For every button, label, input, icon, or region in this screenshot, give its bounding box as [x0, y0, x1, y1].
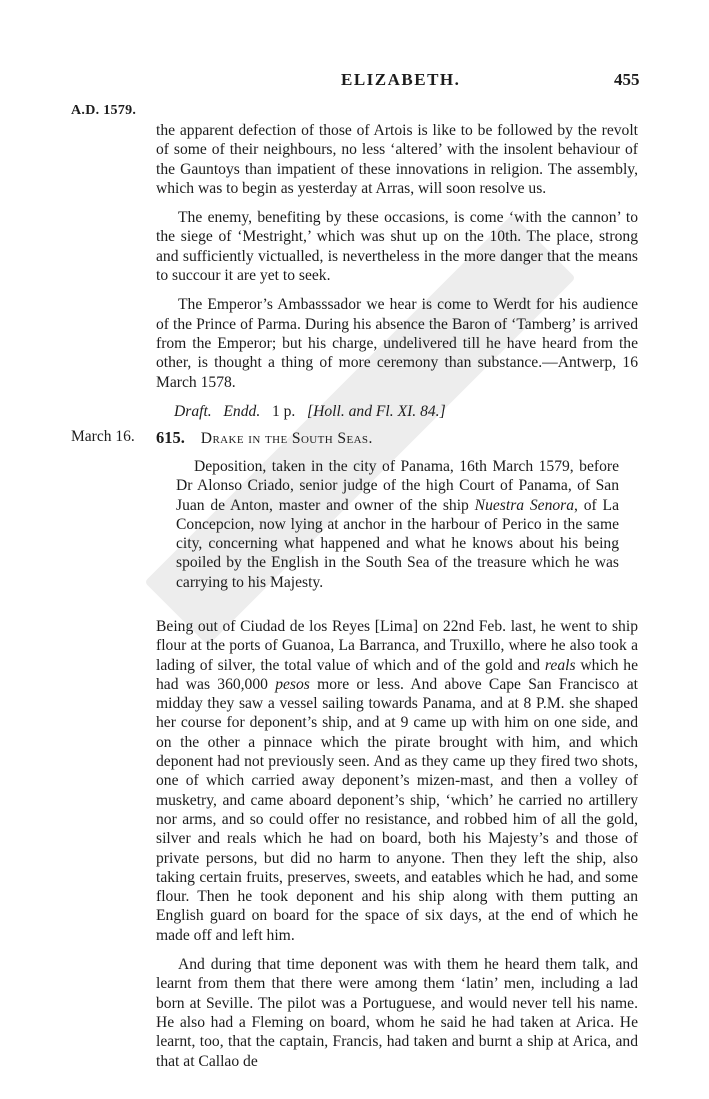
- ship-name: Nuestra Senora: [474, 496, 575, 514]
- deposition-paragraph: [176, 457, 619, 592]
- deposition-body: [156, 617, 638, 1071]
- entry-date: March 16.: [71, 428, 135, 445]
- source-citation: [156, 402, 638, 421]
- page-number: 455: [614, 70, 640, 89]
- body-paragraph: [156, 617, 638, 945]
- italic-term: pesos: [275, 675, 310, 693]
- citation-pages: 1 p.: [271, 402, 296, 420]
- letter-paragraph: The enemy, benefiting by these occasions, is come ‘with the cannon’ to the siege of ‘Mestright,’ which was shut up on the 10th. The place, strong and sufficiently victualled, is nevertheless in the more danger that the means to succour it are yet to seek.: [156, 209, 638, 285]
- letter-paragraph: the apparent defection of those of Artois is like to be followed by the revolt of some of their neighbours, no less ‘altered’ with the insolent behaviour of the Gauntoys than impatient of these innovations in religion. The assembly, which was to begin as yesterday at Arras, will soon resolve us.: [156, 122, 638, 197]
- letter-continuation: [156, 121, 638, 421]
- letter-paragraph: The Emperor’s Ambasssador we hear is come to Werdt for his audience of the Prince of Parma. During his absence the Baron of ‘Tamberg’ is arrived from the Emperor; but his charge, undelivered till he have heard from the other, is thought a thing of more ceremony than substance.—Antwerp, 16 March 1578.: [156, 296, 638, 391]
- citation-reference: [Holl. and Fl. XI. 84.]: [307, 402, 446, 420]
- body-text: Being out of Ciudad de los Reyes [Lima] on 22nd Feb. last, he went to ship flour at the ports of Guanoa, La Barranca, and Truxillo, where he also took a lading of silver, the total value of which and of the gold and: [156, 618, 638, 674]
- body-text: which he had was 360,000: [156, 656, 638, 693]
- italic-term: reals: [544, 656, 576, 674]
- deposition-text: , of La Concepcion, now lying at anchor in the harbour of Perico in the same city, concerning what happened and what he knows about his being spoiled by the English in the South Sea of the treasure which he was carrying to his Majesty.: [176, 496, 619, 591]
- margin-year: A.D. 1579.: [71, 103, 137, 118]
- entry-heading: [156, 428, 373, 448]
- body-text: more or less. And above Cape San Francisco at midday they saw a vessel sailing towards Panama, and at 8 P.M. she shaped her course for deponent’s ship, and at 9 came up with him on one side, and on the other a pinnace which the pirate brought with him, and which deponent had not previously seen. And as they came up they fired two shots, one of which carried away deponent’s mizen-mast, and then a volley of musketry, and came aboard deponent’s ship, ‘which’ he carried no artillery nor arms, and so could offer no resistance, and robbed him of all the gold, silver and reals which he had on board, both his Majesty’s and those of private persons, but did no harm to anyone. Then they left the ship, also taking certain fruits, preserves, sweets, and eatables which he had, and some flour. Then he took deponent and his ship along with them putting an English guard on board for the space of six days, at the end of which he made off and left him.: [156, 675, 638, 944]
- running-header-title: ELIZABETH.: [341, 70, 461, 89]
- citation-type: Draft.: [174, 402, 212, 420]
- body-paragraph: And during that time deponent was with them he heard them talk, and learnt from them that there were among them ‘latin’ men, including a lad born at Seville. The pilot was a Portuguese, and would never tell his name. He also had a Fleming on board, whom he said he had taken at Arica. He learnt, too, that the captain, Francis, had taken and burnt a ship at Arica, and that at Callao de: [156, 956, 638, 1070]
- entry-number: 615.: [156, 428, 185, 447]
- deposition-summary: [176, 457, 619, 592]
- deposition-text: Deposition, taken in the city of Panama, 16th March 1579, before Dr Alonso Criado, senior judge of the high Court of Panama, of San Juan de Anton, master and owner of the ship: [176, 458, 619, 514]
- entry-title: Drake in the South Seas.: [200, 430, 373, 447]
- citation-endorsed: Endd.: [223, 402, 261, 420]
